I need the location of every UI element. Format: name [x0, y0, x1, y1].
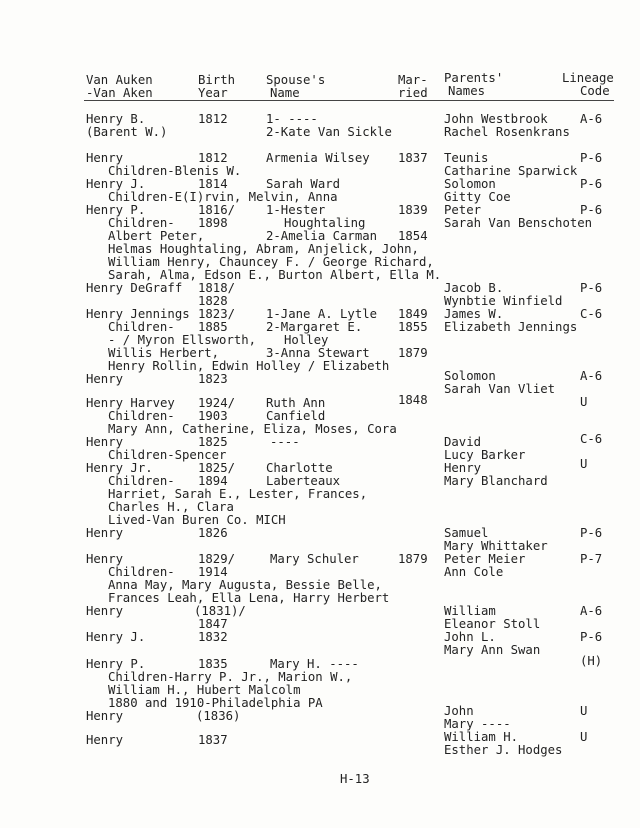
entry-name: Henry: [86, 709, 124, 723]
entry-parent: Sarah Van Benschoten: [444, 216, 593, 230]
entry-children: Harriet, Sarah E., Lester, Frances,: [108, 487, 368, 501]
entry-children: Children-: [108, 216, 175, 230]
entry-birth: 1835: [198, 657, 228, 671]
entry-name: Henry Jennings: [86, 307, 190, 321]
entry-birth: (1836): [196, 709, 241, 723]
entry-name: Henry P.: [86, 657, 146, 671]
entry-death: 1885: [198, 320, 228, 334]
entry-code: C-6: [580, 307, 603, 321]
entry-code: A-6: [580, 369, 603, 383]
entry-spouse: Ruth Ann: [266, 396, 326, 410]
entry-residence: Lived-Van Buren Co. MICH: [108, 513, 286, 527]
entry-parent: Teunis: [444, 151, 489, 165]
entry-children: William Henry, Chauncey F. / George Richard,: [108, 255, 434, 269]
entry-name: Henry: [86, 526, 124, 540]
entry-parent: Mary Blanchard: [444, 474, 548, 488]
entry-married: 1837: [398, 151, 428, 165]
entry-spouse: Armenia Wilsey: [266, 151, 370, 165]
entry-name: Henry J.: [86, 177, 146, 191]
entry-parent: Mary Whittaker: [444, 539, 548, 553]
entry-parent: Elizabeth Jennings: [444, 320, 578, 334]
header-married-line1: Mar-: [398, 73, 428, 87]
entry-name: Henry Jr.: [86, 461, 153, 475]
entry-name: Henry: [86, 733, 124, 747]
entry-code: P-6: [580, 526, 603, 540]
entry-children: Anna May, Mary Augusta, Bessie Belle,: [108, 578, 382, 592]
entry-birth: 1823: [198, 372, 228, 386]
entry-birth: 1812: [198, 151, 228, 165]
entry-children: Children-: [108, 474, 175, 488]
entry-residence: 1880 and 1910-Philadelphia PA: [108, 696, 323, 710]
entry-parent: Peter Meier: [444, 552, 526, 566]
entry-birth: 1837: [198, 733, 228, 747]
entry-spouse: 1-Jane A. Lytle: [266, 307, 378, 321]
entry-children: - / Myron Ellsworth,: [108, 333, 257, 347]
entry-parent: Esther J. Hodges: [444, 743, 563, 757]
entry-death: 1898: [198, 216, 228, 230]
entry-married: 1855: [398, 320, 428, 334]
entry-parent: Samuel: [444, 526, 489, 540]
header-spouse-line1: Spouse's: [266, 73, 326, 87]
entry-spouse: Mary H. ----: [270, 657, 359, 671]
entry-children: Children-: [108, 320, 175, 334]
entry-spouse: Laberteaux: [266, 474, 341, 488]
header-married-line2: ried: [398, 86, 428, 100]
entry-birth: 1924/: [198, 396, 236, 410]
entry-children: Children-Harry P. Jr., Marion W.,: [108, 670, 353, 684]
entry-spouse: Charlotte: [266, 461, 333, 475]
entry-name: Henry B.: [86, 112, 146, 126]
entry-birth: 1826: [198, 526, 228, 540]
entry-name: Henry Harvey: [86, 396, 175, 410]
entry-parent: Lucy Barker: [444, 448, 526, 462]
entry-spouse: 2-Kate Van Sickle: [266, 125, 392, 139]
entry-children: Charles H., Clara: [108, 500, 234, 514]
entry-spouse: 2-Margaret E.: [266, 320, 363, 334]
entry-parent: Jacob B.: [444, 281, 504, 295]
entry-spouse: 2-Amelia Carman: [266, 229, 378, 243]
entry-code: P-6: [580, 203, 603, 217]
entry-parent: Henry: [444, 461, 482, 475]
entry-code: U: [580, 395, 588, 409]
entry-code: U: [580, 457, 588, 471]
entry-code: C-6: [580, 432, 603, 446]
entry-parent: John Westbrook: [444, 112, 548, 126]
entry-parent: Peter: [444, 203, 482, 217]
header-surname-line1: Van Auken: [86, 73, 153, 87]
entry-code: A-6: [580, 604, 603, 618]
entry-spouse: Mary Schuler: [270, 552, 359, 566]
entry-spouse: Houghtaling: [284, 216, 366, 230]
entry-parent: David: [444, 435, 482, 449]
header-surname-line2: -Van Aken: [86, 86, 153, 100]
header-parents-line1: Parents': [444, 71, 504, 85]
entry-birth: 1823/: [198, 307, 236, 321]
entry-children: Children-E(I)rvin, Melvin, Anna: [108, 190, 338, 204]
entry-children: Albert Peter,: [108, 229, 205, 243]
entry-parent: James W.: [444, 307, 504, 321]
entry-children: Children-: [108, 565, 175, 579]
entry-birth: 1818/: [198, 281, 236, 295]
entry-death: 1903: [198, 409, 228, 423]
entry-code: U: [580, 730, 588, 744]
entry-code: P-6: [580, 281, 603, 295]
entry-parent: John: [444, 704, 474, 718]
entry-name: Henry DeGraff: [86, 281, 183, 295]
entry-birth: 1825: [198, 435, 228, 449]
entry-children: Children-Spencer: [108, 448, 227, 462]
entry-name: Henry: [86, 151, 124, 165]
entry-birth: 1825/: [198, 461, 236, 475]
entry-birth: 1812: [198, 112, 228, 126]
entry-married: 1849: [398, 307, 428, 321]
entry-name: Henry: [86, 552, 124, 566]
entry-children: Willis Herbert,: [108, 346, 220, 360]
entry-code: P-6: [580, 151, 603, 165]
entry-name: Henry: [86, 372, 124, 386]
entry-code: P-6: [580, 177, 603, 191]
entry-parent: William: [444, 604, 496, 618]
header-birth-line1: Birth: [198, 73, 236, 87]
entry-parent: William H.: [444, 730, 519, 744]
entry-spouse: Holley: [284, 333, 329, 347]
entry-code: P-6: [580, 630, 603, 644]
entry-spouse: 3-Anna Stewart: [266, 346, 370, 360]
entry-code: A-6: [580, 112, 603, 126]
entry-name: Henry: [86, 435, 124, 449]
entry-code: P-7: [580, 552, 603, 566]
entry-parent: Rachel Rosenkrans: [444, 125, 570, 139]
entry-name: Henry: [86, 604, 124, 618]
entry-married: 1879: [398, 346, 428, 360]
entry-children: Frances Leah, Ella Lena, Harry Herbert: [108, 591, 390, 605]
entry-birth: 1814: [198, 177, 228, 191]
header-parents-line2: Names: [448, 84, 486, 98]
header-rule: [84, 100, 614, 101]
entry-spouse: Canfield: [266, 409, 326, 423]
entry-death: 1894: [198, 474, 228, 488]
entry-line: (Barent W.): [86, 125, 168, 139]
entry-name: Henry J.: [86, 630, 146, 644]
entry-parent: Gitty Coe: [444, 190, 511, 204]
entry-spouse: Sarah Ward: [266, 177, 341, 191]
entry-children: Children-Blenis W.: [108, 164, 242, 178]
header-lineage-line2: Code: [580, 84, 610, 98]
page-number: H-13: [340, 772, 370, 786]
entry-parent: Mary ----: [444, 717, 511, 731]
entry-birth: 1829/: [198, 552, 236, 566]
entry-code: (H): [580, 654, 603, 668]
entry-spouse: 1- ----: [266, 112, 318, 126]
entry-parent: Solomon: [444, 369, 496, 383]
entry-children: Henry Rollin, Edwin Holley / Elizabeth: [108, 359, 390, 373]
entry-parent: Sarah Van Vliet: [444, 382, 556, 396]
entry-parent: Eleanor Stoll: [444, 617, 541, 631]
entry-spouse: 1-Hester: [266, 203, 326, 217]
entry-parent: John L.: [444, 630, 496, 644]
entry-married: 1848: [398, 393, 428, 407]
entry-death: 1847: [198, 617, 228, 631]
header-spouse-line2: Name: [270, 86, 300, 100]
entry-spouse: ----: [270, 435, 300, 449]
entry-children: Mary Ann, Catherine, Eliza, Moses, Cora: [108, 422, 397, 436]
entry-married: 1854: [398, 229, 428, 243]
entry-married: 1839: [398, 203, 428, 217]
entry-children: William H., Hubert Malcolm: [108, 683, 301, 697]
entry-children: Helmas Houghtaling, Abram, Anjelick, John,: [108, 242, 419, 256]
entry-birth: 1816/: [198, 203, 236, 217]
entry-death: 1828: [198, 294, 228, 308]
entry-parent: Ann Cole: [444, 565, 504, 579]
entry-parent: Catharine Sparwick: [444, 164, 578, 178]
entry-birth: (1831)/: [194, 604, 246, 618]
entry-children: Sarah, Alma, Edson E., Burton Albert, Ella M.: [108, 268, 442, 282]
header-lineage-line1: Lineage: [562, 71, 614, 85]
entry-parent: Mary Ann Swan: [444, 643, 541, 657]
entry-married: 1879: [398, 552, 428, 566]
entry-name: Henry P.: [86, 203, 146, 217]
header-birth-line2: Year: [198, 86, 228, 100]
entry-birth: 1832: [198, 630, 228, 644]
entry-parent: Wynbtie Winfield: [444, 294, 563, 308]
entry-code: U: [580, 704, 588, 718]
entry-death: 1914: [198, 565, 228, 579]
entry-children: Children-: [108, 409, 175, 423]
entry-parent: Solomon: [444, 177, 496, 191]
